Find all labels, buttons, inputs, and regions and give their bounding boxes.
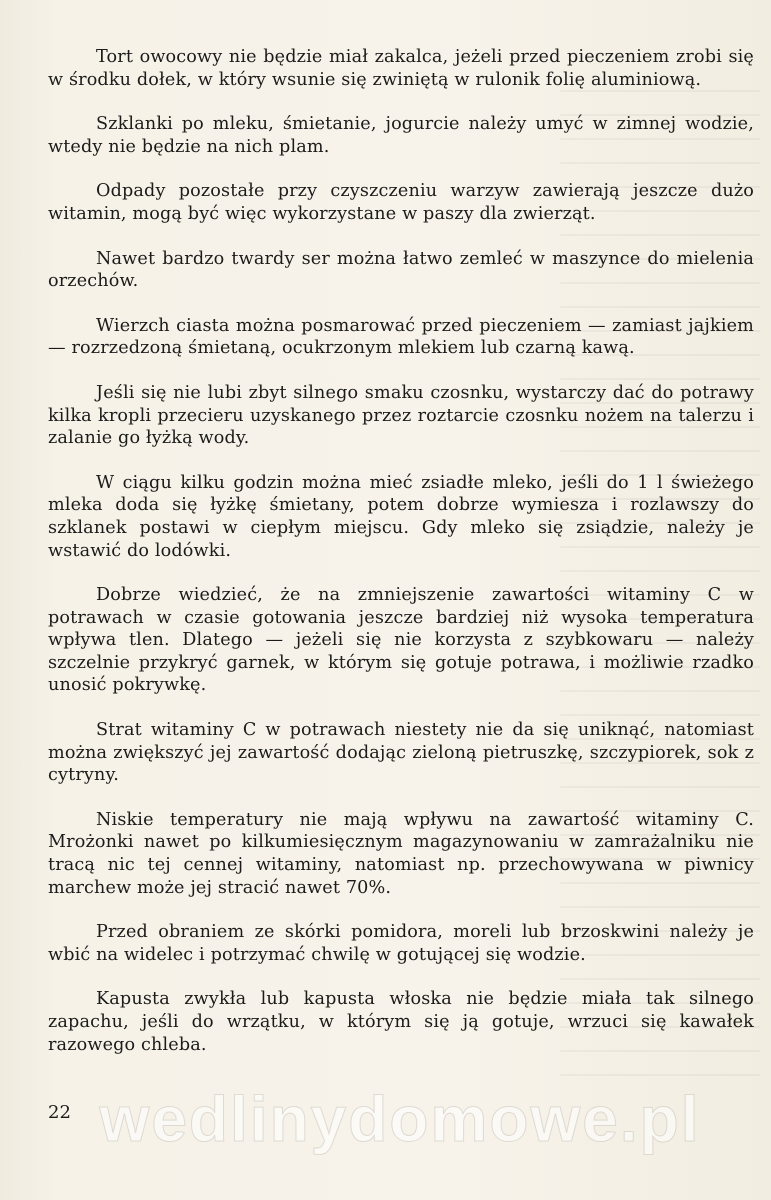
paragraph-garlic: Jeśli się nie lubi zbyt silnego smaku czosnku, wystarczy dać do potrawy kilka kropli przecieru uzyskanego przez roztarcie czosnku nożem na talerzu i zalanie go łyżką wody. bbox=[48, 382, 754, 449]
paragraph-peeling-fruit: Przed obraniem ze skórki pomidora, moreli lub brzoskwini należy je wbić na widelec i potrzymać chwilę w gotującej się wodzie. bbox=[48, 922, 754, 965]
paragraph-hard-cheese: Nawet bardzo twardy ser można łatwo zemleć w maszynce do mielenia orzechów. bbox=[48, 248, 754, 292]
paragraph-low-temperatures: Niskie temperatury nie mają wpływu na zawartość witaminy C. Mrożonki nawet po kilkumiesięcznym magazynowaniu w zamrażalniku nie tracą nic tej cennej witaminy, natomiast np. przechowywana w piwnicy marchew może jej stracić nawet 70%. bbox=[48, 809, 754, 898]
paragraph-sour-milk: W ciągu kilku godzin można mieć zsiadłe mleko, jeśli do 1 l świeżego mleka doda się łyżkę śmietany, potem dobrze wymiesza i rozlawszy do szklanek postawi w ciepłym miejscu. Gdy mleko się zsiądzie, należy je wstawić do lodówki. bbox=[48, 472, 754, 561]
paragraph-vitamin-c-oxygen: Dobrze wiedzieć, że na zmniejszenie zawartości witaminy C w potrawach w czasie gotowania jeszcze bardziej niż wysoka temperatura wpływa tlen. Dlatego — jeżeli się nie korzysta z szybkowaru — należy szczelnie przykryć garnek, w którym się gotuje potrawa, i możliwie rzadko unosić pokrywkę. bbox=[48, 585, 754, 696]
page-body-text bbox=[48, 46, 754, 1078]
paragraph-vegetable-scraps: Odpady pozostałe przy czyszczeniu warzyw zawierają jeszcze dużo witamin, mogą być więc wykorzystane w paszy dla zwierząt. bbox=[48, 181, 754, 224]
paragraph-milk-glasses: Szklanki po mleku, śmietanie, jogurcie należy umyć w zimnej wodzie, wtedy nie będzie na nich plam. bbox=[48, 114, 754, 157]
paragraph-fruit-cake: Tort owocowy nie będzie miał zakalca, jeżeli przed pieczeniem zrobi się w środku dołek, w który wsunie się zwiniętą w rulonik folię aluminiową. bbox=[48, 47, 754, 90]
paragraph-cake-glaze: Wierzch ciasta można posmarować przed pieczeniem — zamiast jajkiem — rozrzedzoną śmietaną, ocukrzonym mlekiem lub czarną kawą. bbox=[48, 315, 754, 359]
paragraph-cabbage-smell: Kapusta zwykła lub kapusta włoska nie będzie miała tak silnego zapachu, jeśli do wrzątku, w którym się ją gotuje, wrzuci się kawałek razowego chleba. bbox=[48, 989, 754, 1055]
page-number: 22 bbox=[48, 1102, 71, 1123]
site-watermark: wedlinydomowe.pl bbox=[99, 1083, 701, 1155]
paragraph-vitamin-c-loss: Strat witaminy C w potrawach niestety nie da się uniknąć, natomiast można zwiększyć jej zawartość dodając zieloną pietruszkę, szczypiorek, sok z cytryny. bbox=[48, 720, 754, 786]
